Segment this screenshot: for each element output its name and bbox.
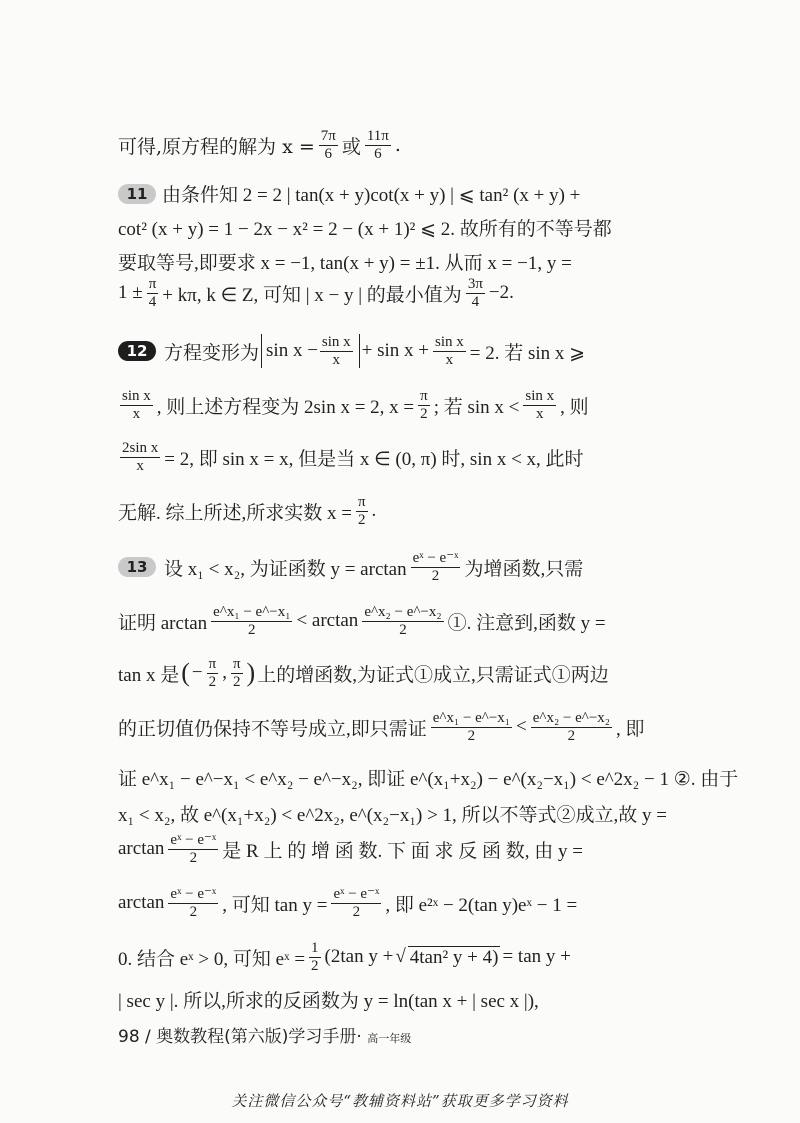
solution-12-line-2: $\frac{\text{sin x}}{x}$ , 则上述方程变为 2sin x = 2, x = $\frac{\pi}{2}$ ; 若 sin x < $\frac{\text{sin x}}{x}$ , 则 xyxy=(122,388,589,422)
book-title: 奥数教程(第六版)学习手册· xyxy=(156,1027,362,1047)
fraction: $\frac{\text{sin x}}{x}$ xyxy=(525,388,555,422)
problem-number-badge: 13 xyxy=(118,557,156,577)
fraction: $\frac{\text{sin x}}{x}$ xyxy=(321,334,351,368)
fraction: $\frac{\text{eˣ − e⁻ˣ}}{2}$ xyxy=(170,832,217,866)
solution-11-line-2: cot² (x + y) = 1 − 2x − x² = 2 − (x + 1)² ⩽ 2. 故所有的不等号都 xyxy=(118,219,612,240)
fraction: $\frac{\text{e\textasciicircum{}x₂ − e\textasciicircum{}−x₂}}{2}$ xyxy=(532,710,611,744)
solution-13-line-7: arctan $\frac{\text{eˣ − e⁻ˣ}}{2}$ 是 R 上 的 增 函 数. 下 面 求 反 函 数, 由 y = xyxy=(118,832,583,866)
absolute-value: sin x − $\frac{\text{sin x}}{x}$ xyxy=(261,334,360,368)
square-root: 4tan² y + 4) xyxy=(409,946,499,968)
text: 或 xyxy=(341,135,361,158)
fraction: $\frac{3\pi}{4}$ xyxy=(467,276,483,310)
text: . xyxy=(394,134,401,156)
fraction: $\frac{\text{sin x}}{x}$ xyxy=(122,388,151,422)
fraction: $\frac{\pi}{2}$ xyxy=(208,656,217,690)
solution-13-line-9: 0. 结合 eˣ > 0, 可知 eˣ = $\frac{1}{2}$ (2tan y + √ 4tan² y + 4) = tan y + xyxy=(118,940,571,974)
solution-13-line-1: 13 设 x₁ < x₂, 为证函数 y = arctan $\frac{\text{eˣ − e⁻ˣ}}{2}$ 为增函数,只需 xyxy=(118,550,684,584)
fraction: $\frac{\text{eˣ − e⁻ˣ}}{2}$ xyxy=(412,550,459,584)
solution-12-line-3: $\frac{\text{2sin x}}{x}$ = 2, 即 sin x = x, 但是当 x ∈ (0, π) 时, sin x < x, 此时 xyxy=(122,440,584,474)
fraction: $\frac{11\pi}{6}$ xyxy=(366,128,389,162)
solution-11-line-3: 要取等号,即要求 x = −1, tan(x + y) = ±1. 从而 x = −1, y = xyxy=(118,253,572,274)
solution-12-line-4: 无解. 综上所述,所求实数 x = $\frac{\pi}{2}$ . xyxy=(118,494,377,528)
solution-13-line-4: 的正切值仍保持不等号成立,即只需证 $\frac{\text{e\textasciicircum{}x₁ − e\textasciicircum{}−x₁}}{2}$ < $\frac{\text{e\textasciicircum{}x₂ − e\textasciicircum{}−x₂}}{2}$ , 即 xyxy=(118,710,645,744)
fraction: $\frac{\text{eˣ − e⁻ˣ}}{2}$ xyxy=(333,886,380,920)
problem-number-badge: 11 xyxy=(118,184,156,204)
solution-10-conclusion xyxy=(118,128,684,162)
problem-number-badge: 12 xyxy=(118,341,156,361)
solution-13-line-6: x₁ < x₂, 故 e^(x₁+x₂) < e^2x₂, e^(x₂−x₁) > 1, 所以不等式②成立,故 y = xyxy=(118,805,668,826)
solution-12-line-1: 12 方程变形为 sin x − $\frac{\text{sin x}}{x}$ + sin x + $\frac{\text{sin x}}{x}$ = 2. 若 sin x ⩾ xyxy=(118,334,684,368)
page-number: 98 / xyxy=(118,1027,151,1047)
text: 可得,原方程的解为 x = xyxy=(118,135,315,158)
fraction: $\frac{\pi}{2}$ xyxy=(232,656,241,690)
fraction: $\frac{\pi}{4}$ xyxy=(148,276,157,310)
watermark-notice: 关注微信公众号“教辅资料站”获取更多学习资料 xyxy=(231,1092,569,1110)
grade-label: 高一年级 xyxy=(367,1032,412,1045)
solution-13-line-10: | sec y |. 所以,所求的反函数为 y = ln(tan x + | sec x |), xyxy=(118,991,539,1012)
fraction: $\frac{\text{eˣ − e⁻ˣ}}{2}$ xyxy=(170,886,217,920)
solution-11-line-1: 11 由条件知 2 = 2 | tan(x + y)cot(x + y) | ⩽ tan² (x + y) + xyxy=(118,180,684,207)
fraction: $\frac{\pi}{2}$ xyxy=(420,388,428,422)
fraction: $\frac{\text{sin x}}{x}$ xyxy=(435,334,464,368)
solution-13-line-8: arctan $\frac{\text{eˣ − e⁻ˣ}}{2}$ , 可知 tan y = $\frac{\text{eˣ − e⁻ˣ}}{2}$ , 即 e²ˣ − 2(tan y)eˣ − 1 = xyxy=(118,886,578,920)
solution-13-line-2: 证明 arctan $\frac{\text{e\textasciicircum{}x₁ − e\textasciicircum{}−x₁}}{2}$ < arctan $\frac{\text{e\textasciicircum{}x₂ − e\textasciicircum{}−x₂}}{2}$ ①. 注意到,函数 y = xyxy=(118,604,606,638)
solution-13-line-5: 证 e^x₁ − e^−x₁ < e^x₂ − e^−x₂, 即证 e^(x₁+x₂) − e^(x₂−x₁) < e^2x₂ − 1 ②. 由于 xyxy=(118,769,739,790)
fraction: $\frac{1}{2}$ xyxy=(311,940,319,974)
solution-11-line-4: 1 ± $\frac{\pi}{4}$ + kπ, k ∈ Z, 可知 | x − y | 的最小值为 $\frac{3\pi}{4}$ −2. xyxy=(118,276,514,310)
fraction: $\frac{\text{e\textasciicircum{}x₁ − e\textasciicircum{}−x₁}}{2}$ xyxy=(432,710,511,744)
fraction: $\frac{\text{e\textasciicircum{}x₂ − e\textasciicircum{}−x₂}}{2}$ xyxy=(364,604,442,638)
page-footer xyxy=(118,1022,411,1047)
fraction: $\frac{\text{2sin x}}{x}$ xyxy=(122,440,159,474)
fraction: $\frac{\text{e\textasciicircum{}x₁ − e\textasciicircum{}−x₁}}{2}$ xyxy=(213,604,291,638)
fraction: $\frac{\pi}{2}$ xyxy=(357,494,366,528)
fraction: $\frac{7\pi}{6}$ xyxy=(320,128,336,162)
solution-13-line-3: tan x 是 ( − $\frac{\pi}{2}$ , $\frac{\pi}{2}$ ) 上的增函数,为证式①成立,只需证式①两边 xyxy=(118,656,609,690)
